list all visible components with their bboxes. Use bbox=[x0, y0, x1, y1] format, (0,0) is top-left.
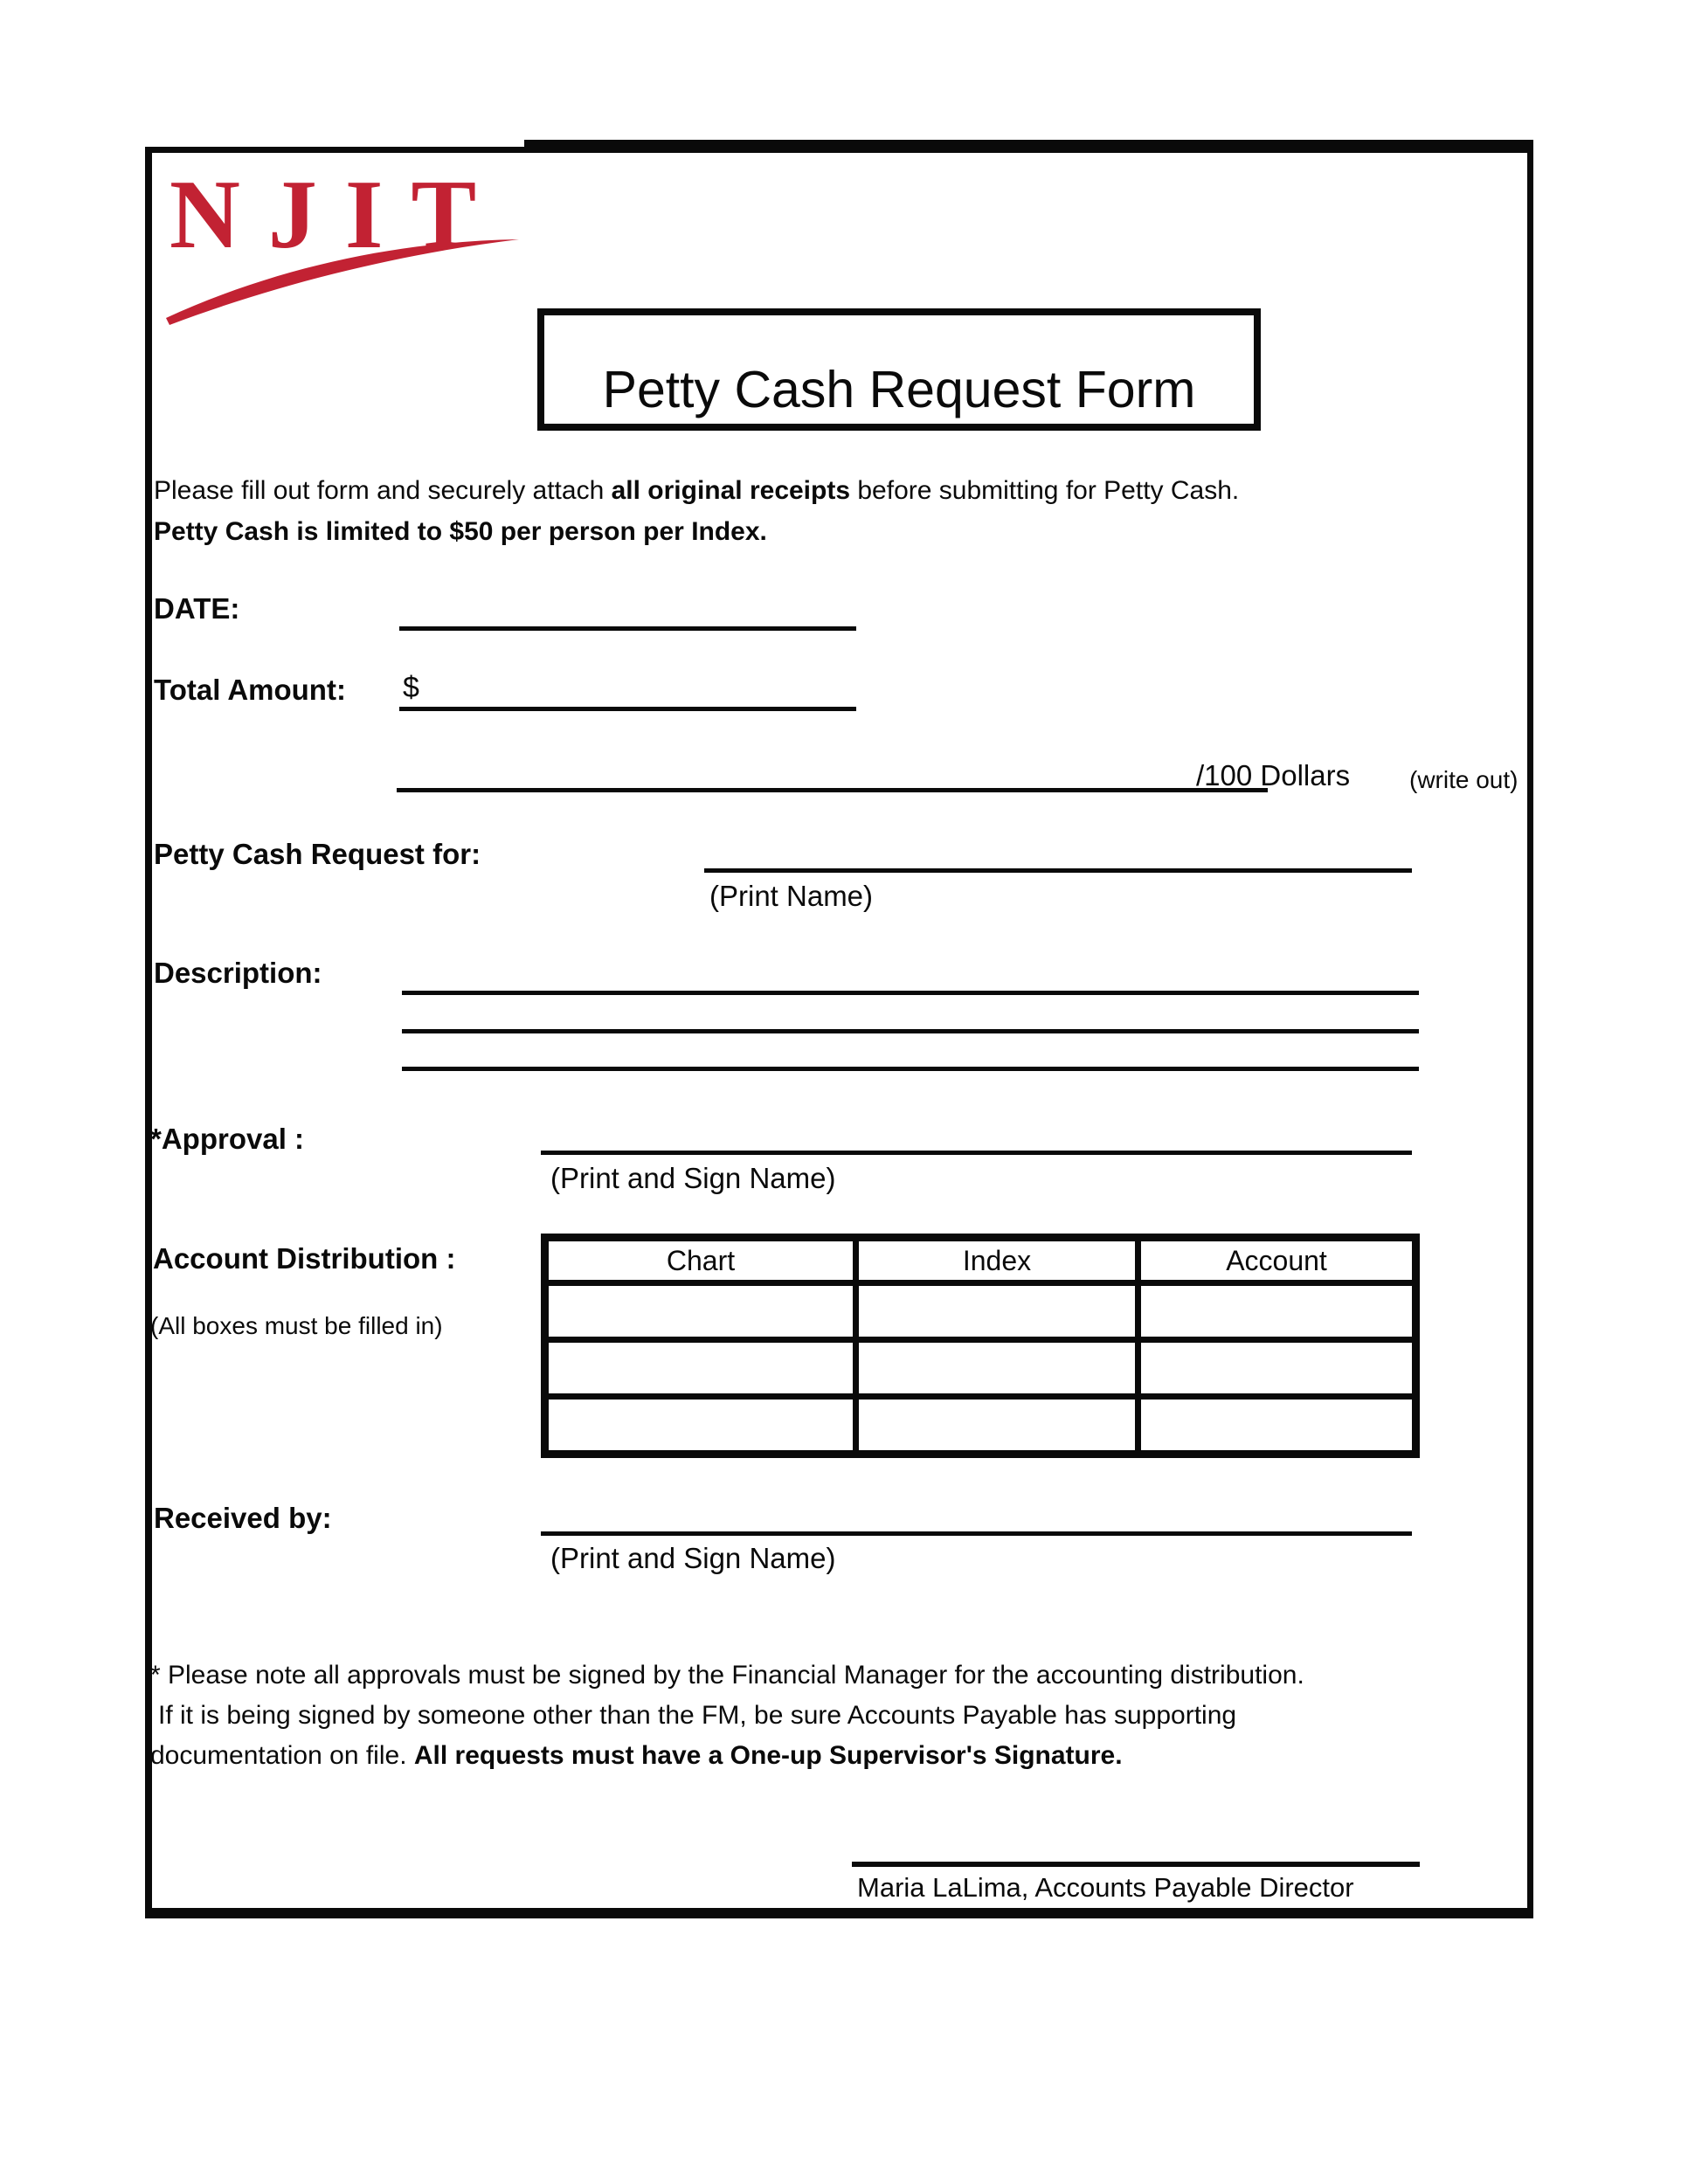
table-header-row bbox=[545, 1238, 1416, 1283]
table-row bbox=[545, 1283, 1416, 1340]
index-cell[interactable] bbox=[856, 1397, 1138, 1455]
director-signature-line bbox=[852, 1862, 1420, 1867]
top-border-scan-artifact bbox=[524, 140, 1533, 148]
account-cell[interactable] bbox=[1138, 1340, 1416, 1397]
write-out-hint: (write out) bbox=[1409, 766, 1519, 793]
table-row bbox=[545, 1397, 1416, 1455]
form-title: Petty Cash Request Form bbox=[602, 361, 1196, 418]
column-header-index: Index bbox=[856, 1238, 1138, 1283]
njit-logo bbox=[163, 176, 529, 325]
instruction-text: before submitting for Petty Cash. bbox=[850, 476, 1240, 505]
request-for-input-line[interactable] bbox=[704, 868, 1412, 873]
index-cell[interactable] bbox=[856, 1340, 1138, 1397]
account-cell[interactable] bbox=[1138, 1283, 1416, 1340]
description-input-line-1[interactable] bbox=[402, 991, 1419, 995]
instruction-text: Please fill out form and securely attach bbox=[154, 476, 612, 505]
print-name-hint: (Print Name) bbox=[709, 880, 874, 912]
approval-signature-line[interactable] bbox=[541, 1151, 1412, 1155]
received-by-signature-line[interactable] bbox=[541, 1531, 1412, 1536]
account-distribution-table bbox=[541, 1234, 1420, 1458]
form-instructions bbox=[154, 470, 1517, 552]
received-print-sign-hint: (Print and Sign Name) bbox=[550, 1542, 836, 1574]
date-label: DATE: bbox=[154, 592, 240, 625]
cents-fraction-label: /100 Dollars bbox=[1196, 759, 1351, 791]
njit-logo-text: NJIT bbox=[169, 176, 505, 269]
received-by-label: Received by: bbox=[154, 1502, 332, 1534]
chart-cell[interactable] bbox=[545, 1283, 856, 1340]
account-distribution-note: (All boxes must be filled in) bbox=[150, 1312, 443, 1339]
dollar-sign: $ bbox=[403, 671, 419, 704]
table-row bbox=[545, 1340, 1416, 1397]
form-title-box bbox=[537, 308, 1261, 431]
chart-cell[interactable] bbox=[545, 1397, 856, 1455]
date-input-line[interactable] bbox=[399, 626, 856, 631]
account-cell[interactable] bbox=[1138, 1397, 1416, 1455]
footnote-line-1: * Please note all approvals must be signed by the Financial Manager for the accounting distribution. bbox=[150, 1661, 1304, 1690]
amount-writeout-input-line[interactable] bbox=[397, 788, 1268, 792]
approval-print-sign-hint: (Print and Sign Name) bbox=[550, 1162, 836, 1194]
description-input-line-3[interactable] bbox=[402, 1067, 1419, 1071]
approval-label: *Approval : bbox=[150, 1123, 305, 1155]
column-header-account: Account bbox=[1138, 1238, 1416, 1283]
total-amount-input-line[interactable] bbox=[399, 707, 856, 711]
instruction-line-2: Petty Cash is limited to $50 per person per Index. bbox=[154, 517, 767, 546]
footnote-line-3 bbox=[150, 1736, 1443, 1776]
footnote-text: documentation on file. bbox=[150, 1741, 414, 1770]
footnote-line-2: If it is being signed by someone other than the FM, be sure Accounts Payable has supporting bbox=[158, 1701, 1237, 1730]
column-header-chart: Chart bbox=[545, 1238, 856, 1283]
description-input-line-2[interactable] bbox=[402, 1029, 1419, 1033]
instruction-line-1 bbox=[154, 470, 1517, 511]
request-for-label: Petty Cash Request for: bbox=[154, 838, 481, 870]
account-distribution-label: Account Distribution : bbox=[153, 1242, 456, 1275]
footnote bbox=[150, 1655, 1443, 1776]
index-cell[interactable] bbox=[856, 1283, 1138, 1340]
footnote-bold-text: All requests must have a One-up Supervisor's Signature. bbox=[413, 1741, 1123, 1770]
chart-cell[interactable] bbox=[545, 1340, 856, 1397]
director-signature-name: Maria LaLima, Accounts Payable Director bbox=[857, 1872, 1354, 1903]
total-amount-label: Total Amount: bbox=[154, 674, 346, 706]
instruction-bold-text: all original receipts bbox=[611, 476, 851, 505]
description-label: Description: bbox=[154, 957, 322, 989]
